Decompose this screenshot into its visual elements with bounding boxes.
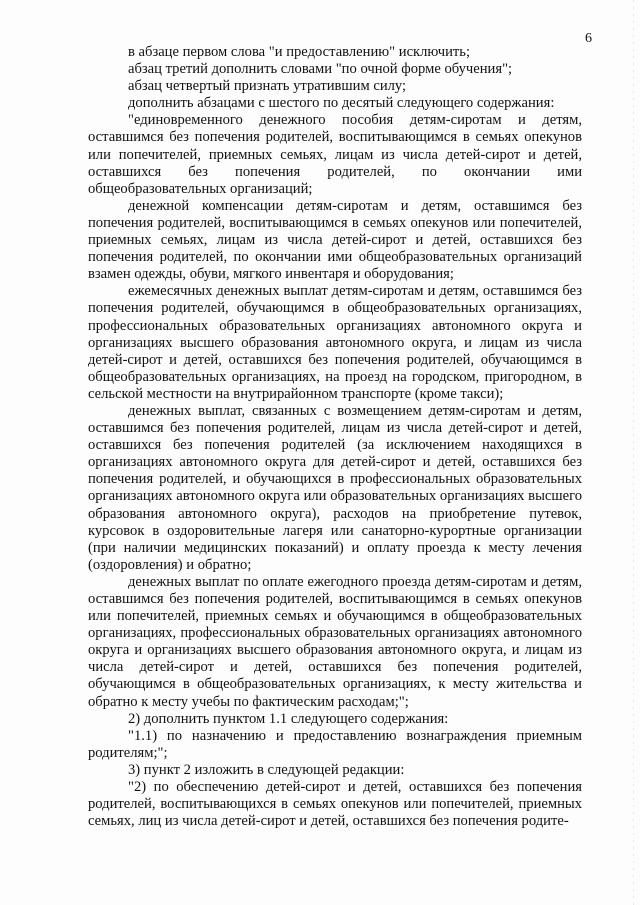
paragraph: "1.1) по назначению и предоставлению вознаграждения приемным родителям;"; bbox=[88, 727, 582, 761]
paragraph: в абзаце первом слова "и предоставлению" исключить; bbox=[128, 44, 471, 60]
paragraph: абзац третий дополнить словами "по очной форме обучения"; bbox=[128, 61, 513, 78]
paragraph: "единовременного денежного пособия детям-сиротам и детям, оставшимся без попечения родителей, воспитывающимся в семьях опекунов или попечителей, приемных семьях, лицам из числа детей-сирот и детей, оставшихся без попечения родителей, по окончании ими общеобразовательных организаций; bbox=[88, 112, 582, 197]
scan-edge-artifact bbox=[633, 0, 634, 905]
paragraph: абзац четвертый признать утратившим силу; bbox=[128, 78, 407, 95]
paragraph: денежных выплат по оплате ежегодного проезда детям-сиротам и детям, оставшимся без попечения родителей, воспитывающимся в семьях опекунов или попечителей, приемных семьях и обучающимся в общеобразовательных организациях, профессиональных образовательных организациях автономного округа и организациях высшего образования автономного округа, и лицам из числа детей-сирот и детей, оставшихся без попечения родителей, обучающимся в общеобразовательных организациях, к месту жительства и обратно к месту учебы по фактическим расходам;"; bbox=[88, 573, 582, 710]
paragraph: дополнить абзацами с шестого по десятый следующего содержания: bbox=[128, 95, 555, 112]
paragraph: "2) по обеспечению детей-сирот и детей, оставшихся без попечения родителей, воспитывающихся в семьях опекунов или попечителей, приемных семьях, лиц из числа детей-сирот и детей, оставшихся без попечения родите- bbox=[88, 779, 582, 830]
paragraph: 3) пункт 2 изложить в следующей редакции: bbox=[128, 761, 405, 778]
paragraph: денежной компенсации детям-сиротам и детям, оставшимся без попечения родителей, воспитывающимся в семьях опекунов или попечителей, приемных семьях, лицам из числа детей-сирот и детей, оставшихся без попечения родителей, по окончании ими общеобразовательных организаций взамен одежды, обуви, мягкого инвентаря и оборудования; bbox=[88, 197, 582, 283]
paragraph: 2) дополнить пунктом 1.1 следующего содержания: bbox=[128, 710, 449, 727]
document-body bbox=[88, 44, 582, 830]
page-number: 6 bbox=[585, 31, 592, 46]
paragraph: ежемесячных денежных выплат детям-сиротам и детям, оставшимся без попечения родителей, обучающимся в общеобразовательных организациях, профессиональных образовательных организациях автономного округа и организациях высшего образования автономного округа, и лицам из числа детей-сирот и детей, оставшихся без попечения родителей, обучающимся в общеобразовательных организациях, на проезд на городском, пригородном, в сельской местности на внутрирайонном транспорте (кроме такси); bbox=[88, 283, 582, 402]
paragraph: денежных выплат, связанных с возмещением детям-сиротам и детям, оставшимся без попечения родителей, лицам из числа детей-сирот и детей, оставшихся без попечения родителей (за исключением находящихся в организациях автономного округа для детей-сирот и детей, оставшихся без попечения родителей, и обучающихся в профессиональных образовательных организациях автономного округа или образовательных организациях высшего образования автономного округа), расходов на приобретение путевок, курсовок в оздоровительные лагеря или санаторно-курортные организации (при наличии медицинских показаний) и оплату проезда к месту лечения (оздоровления) и обратно; bbox=[88, 402, 582, 573]
